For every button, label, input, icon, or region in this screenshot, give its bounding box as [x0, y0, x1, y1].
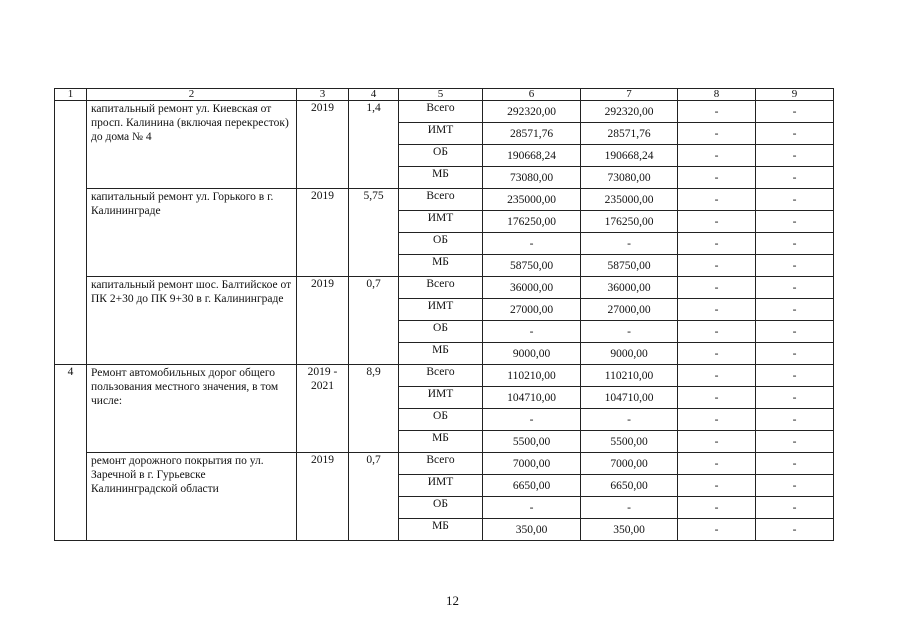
value-cell: -	[678, 211, 756, 233]
value-cell: 350,00	[581, 519, 678, 541]
value-cell: 58750,00	[581, 255, 678, 277]
page-number: 12	[446, 593, 459, 608]
funding-source-cell: МБ	[399, 431, 483, 453]
value-cell: -	[756, 365, 834, 387]
year-cell: 2019	[297, 189, 349, 277]
funding-source-cell: ИМТ	[399, 211, 483, 233]
header-cell: 5	[399, 89, 483, 101]
funding-source-cell: Всего	[399, 453, 483, 475]
value-cell: 104710,00	[581, 387, 678, 409]
description-cell: капитальный ремонт шос. Балтийское от ПК 2+30 до ПК 9+30 в г. Калининграде	[87, 277, 297, 365]
value-cell: -	[483, 497, 581, 519]
value-cell: 5500,00	[581, 431, 678, 453]
value-cell: -	[678, 255, 756, 277]
value-cell: -	[756, 497, 834, 519]
description-cell: ремонт дорожного покрытия по ул. Заречной в г. Гурьевске Калининградской области	[87, 453, 297, 541]
header-cell: 1	[55, 89, 87, 101]
value-cell: -	[756, 453, 834, 475]
value-cell: -	[756, 189, 834, 211]
funding-source-cell: Всего	[399, 189, 483, 211]
value-cell: -	[756, 475, 834, 497]
budget-table	[54, 88, 834, 541]
funding-source-cell: ОБ	[399, 321, 483, 343]
value-cell: -	[678, 497, 756, 519]
value-cell: -	[678, 277, 756, 299]
value-cell: -	[678, 189, 756, 211]
value-cell: -	[678, 519, 756, 541]
value-cell: -	[756, 211, 834, 233]
value-cell: -	[483, 409, 581, 431]
year-cell: 2019	[297, 101, 349, 189]
value-cell: -	[678, 299, 756, 321]
value-cell: -	[678, 409, 756, 431]
table-row	[55, 189, 834, 211]
value-cell: 27000,00	[483, 299, 581, 321]
value-cell: -	[756, 321, 834, 343]
value-cell: 110210,00	[581, 365, 678, 387]
value-cell: -	[581, 409, 678, 431]
value-cell: -	[756, 343, 834, 365]
funding-source-cell: ИМТ	[399, 475, 483, 497]
value-cell: -	[756, 277, 834, 299]
funding-source-cell: Всего	[399, 101, 483, 123]
value-cell: -	[483, 233, 581, 255]
table-row	[55, 277, 834, 299]
value-cell: 73080,00	[483, 167, 581, 189]
value-cell: -	[678, 343, 756, 365]
value-cell: 27000,00	[581, 299, 678, 321]
funding-source-cell: ИМТ	[399, 123, 483, 145]
value-cell: -	[678, 365, 756, 387]
value-cell: -	[483, 321, 581, 343]
value-cell: -	[678, 123, 756, 145]
value-cell: -	[756, 123, 834, 145]
value-cell: 292320,00	[483, 101, 581, 123]
value-cell: 190668,24	[581, 145, 678, 167]
value-cell: -	[678, 101, 756, 123]
funding-source-cell: ИМТ	[399, 299, 483, 321]
funding-source-cell: ОБ	[399, 497, 483, 519]
value-cell: 58750,00	[483, 255, 581, 277]
length-cell: 8,9	[349, 365, 399, 453]
value-cell: -	[678, 387, 756, 409]
length-cell: 0,7	[349, 277, 399, 365]
value-cell: 176250,00	[581, 211, 678, 233]
funding-source-cell: ИМТ	[399, 387, 483, 409]
row-number-cell: 4	[55, 365, 87, 541]
value-cell: 190668,24	[483, 145, 581, 167]
value-cell: -	[581, 497, 678, 519]
funding-source-cell: ОБ	[399, 233, 483, 255]
value-cell: -	[678, 475, 756, 497]
funding-source-cell: МБ	[399, 519, 483, 541]
value-cell: 350,00	[483, 519, 581, 541]
value-cell: -	[756, 431, 834, 453]
value-cell: 5500,00	[483, 431, 581, 453]
value-cell: -	[581, 321, 678, 343]
funding-source-cell: МБ	[399, 167, 483, 189]
table-row	[55, 365, 834, 387]
value-cell: 235000,00	[483, 189, 581, 211]
value-cell: -	[756, 299, 834, 321]
value-cell: -	[678, 431, 756, 453]
value-cell: -	[678, 321, 756, 343]
row-number-cell	[55, 101, 87, 365]
value-cell: 110210,00	[483, 365, 581, 387]
funding-source-cell: ОБ	[399, 145, 483, 167]
length-cell: 5,75	[349, 189, 399, 277]
value-cell: -	[756, 145, 834, 167]
value-cell: -	[678, 167, 756, 189]
value-cell: -	[756, 409, 834, 431]
value-cell: 7000,00	[581, 453, 678, 475]
value-cell: -	[678, 233, 756, 255]
value-cell: -	[756, 167, 834, 189]
value-cell: 176250,00	[483, 211, 581, 233]
value-cell: 7000,00	[483, 453, 581, 475]
value-cell: 73080,00	[581, 167, 678, 189]
value-cell: 6650,00	[483, 475, 581, 497]
funding-source-cell: МБ	[399, 343, 483, 365]
funding-source-cell: Всего	[399, 365, 483, 387]
header-cell: 7	[581, 89, 678, 101]
header-row	[55, 89, 834, 101]
funding-source-cell: МБ	[399, 255, 483, 277]
header-cell: 8	[678, 89, 756, 101]
value-cell: -	[756, 255, 834, 277]
table-row	[55, 453, 834, 475]
description-cell: капитальный ремонт ул. Киевская от просп. Калинина (включая перекресток) до дома № 4	[87, 101, 297, 189]
description-cell: Ремонт автомобильных дорог общего пользования местного значения, в том числе:	[87, 365, 297, 453]
value-cell: -	[678, 453, 756, 475]
description-cell: капитальный ремонт ул. Горького в г. Калининграде	[87, 189, 297, 277]
funding-source-cell: ОБ	[399, 409, 483, 431]
table-row	[55, 101, 834, 123]
header-cell: 2	[87, 89, 297, 101]
value-cell: -	[756, 233, 834, 255]
header-cell: 3	[297, 89, 349, 101]
value-cell: -	[581, 233, 678, 255]
value-cell: 235000,00	[581, 189, 678, 211]
value-cell: -	[756, 101, 834, 123]
value-cell: -	[756, 387, 834, 409]
length-cell: 0,7	[349, 453, 399, 541]
value-cell: -	[678, 145, 756, 167]
year-cell: 2019	[297, 277, 349, 365]
funding-source-cell: Всего	[399, 277, 483, 299]
length-cell: 1,4	[349, 101, 399, 189]
header-cell: 6	[483, 89, 581, 101]
value-cell: 28571,76	[483, 123, 581, 145]
year-cell: 2019	[297, 453, 349, 541]
header-cell: 9	[756, 89, 834, 101]
value-cell: 9000,00	[483, 343, 581, 365]
value-cell: -	[756, 519, 834, 541]
value-cell: 6650,00	[581, 475, 678, 497]
value-cell: 104710,00	[483, 387, 581, 409]
value-cell: 36000,00	[581, 277, 678, 299]
header-cell: 4	[349, 89, 399, 101]
value-cell: 9000,00	[581, 343, 678, 365]
value-cell: 28571,76	[581, 123, 678, 145]
year-cell: 2019 - 2021	[297, 365, 349, 453]
value-cell: 292320,00	[581, 101, 678, 123]
value-cell: 36000,00	[483, 277, 581, 299]
